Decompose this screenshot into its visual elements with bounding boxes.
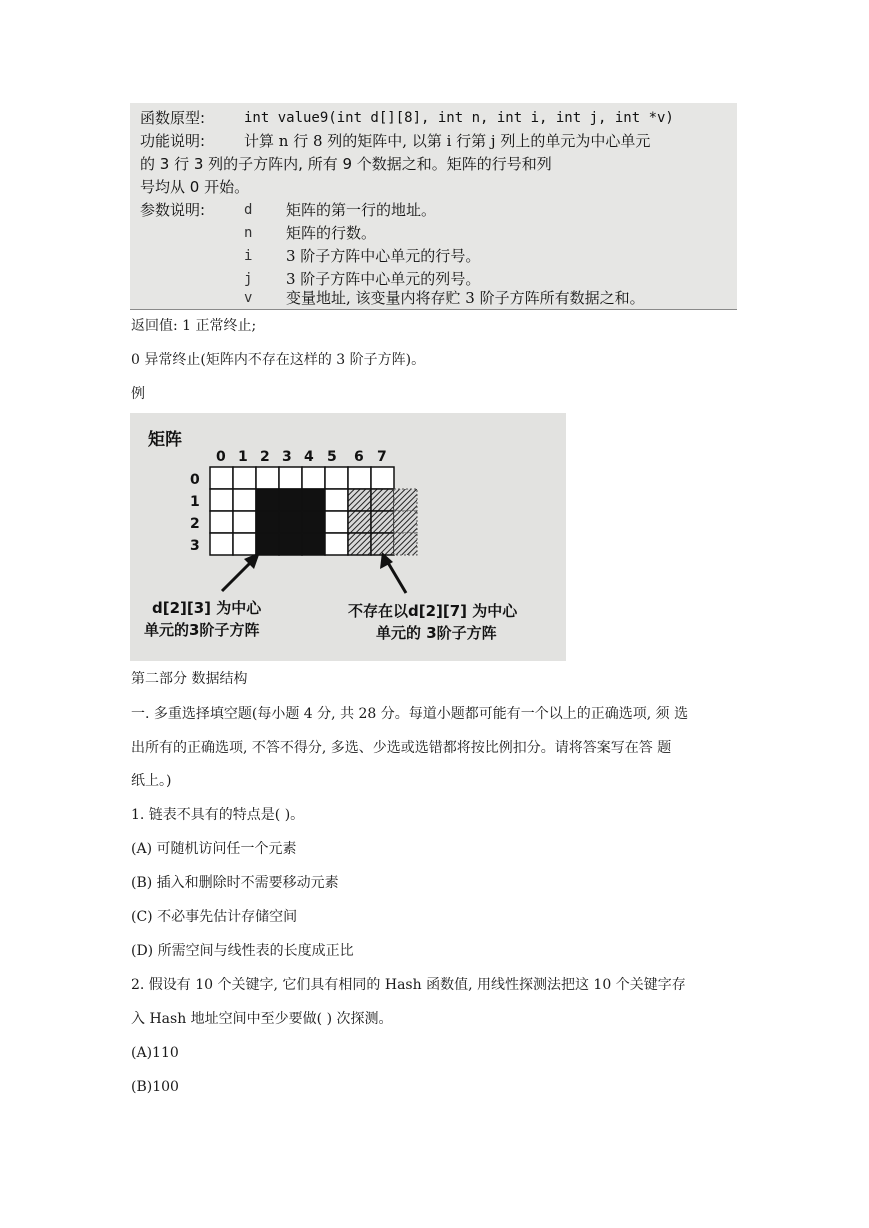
matrix-cell (325, 511, 348, 533)
return-line-1: 返回值: 1 正常终止; (131, 318, 257, 334)
prototype-key: 函数原型: (140, 109, 206, 127)
prototype-value: int value9(int d[][8], int n, int i, int j, int *v) (244, 110, 674, 126)
question-1-option-a: (A) 可随机访问任一个元素 (131, 841, 297, 857)
matrix-cell-hatched (348, 511, 371, 533)
arrow-left (222, 552, 260, 591)
matrix-cell-submatrix (302, 533, 325, 555)
intro-line-3: 纸上。) (131, 773, 172, 789)
figure-captions (144, 599, 518, 642)
matrix-title: 矩阵 (148, 430, 182, 450)
question-2-stem-line-2: 入 Hash 地址空间中至少要做( ) 次探测。 (131, 1011, 393, 1027)
matrix-cell (325, 467, 348, 489)
matrix-cell-submatrix (256, 489, 279, 511)
matrix-cell-hatched (371, 511, 394, 533)
matrix-cell (325, 533, 348, 555)
matrix-cell-submatrix (279, 511, 302, 533)
return-line-2: 0 异常终止(矩阵内不存在这样的 3 阶子方阵)。 (131, 352, 426, 368)
param-name: n (244, 225, 253, 241)
col-label: 2 (260, 449, 270, 465)
col-label: 3 (282, 449, 292, 465)
phantom-cell-hatched (394, 489, 417, 511)
param-name: i (244, 248, 253, 264)
matrix-cell (233, 489, 256, 511)
param-name: v (244, 290, 253, 306)
col-label: 5 (327, 449, 337, 465)
matrix-cell (210, 511, 233, 533)
matrix-cell-submatrix (256, 533, 279, 555)
param-desc: 3 阶子方阵中心单元的行号。 (286, 247, 481, 265)
matrix-cell (210, 533, 233, 555)
col-label: 7 (377, 449, 387, 465)
matrix-cell (302, 467, 325, 489)
matrix-cell-submatrix (279, 489, 302, 511)
intro-line-2: 出所有的正确选项, 不答不得分, 多选、少选或选错都将按比例扣分。请将答案写在答 题 (131, 740, 672, 756)
matrix-cell-hatched (348, 533, 371, 555)
column-labels (216, 449, 387, 465)
question-2-stem-line-1: 2. 假设有 10 个关键字, 它们具有相同的 Hash 函数值, 用线性探测法把这 10 个关键字存 (131, 977, 686, 993)
function-line-1: 计算 n 行 8 列的矩阵中, 以第 i 行第 j 列上的单元为中心单元 (244, 132, 651, 150)
matrix-cell-submatrix (256, 511, 279, 533)
matrix-cell (233, 533, 256, 555)
param-desc: 变量地址, 该变量内将存贮 3 阶子方阵所有数据之和。 (286, 289, 645, 307)
matrix-diagram (130, 413, 566, 661)
matrix-cell-hatched (348, 489, 371, 511)
question-1-option-c: (C) 不必事先估计存储空间 (131, 909, 298, 925)
matrix-cell (371, 467, 394, 489)
phantom-cell-hatched (394, 511, 417, 533)
part-title: 第二部分 数据结构 (131, 671, 248, 687)
question-1-option-b: (B) 插入和删除时不需要移动元素 (131, 875, 339, 891)
col-label: 1 (238, 449, 248, 465)
caption-right-1: 不存在以d[2][7] 为中心 (348, 602, 518, 620)
matrix-cell (233, 511, 256, 533)
row-label: 2 (190, 516, 200, 532)
matrix-grid (210, 467, 417, 555)
matrix-cell-submatrix (302, 511, 325, 533)
arrow-right (380, 552, 406, 593)
matrix-cell (279, 467, 302, 489)
matrix-cell-hatched (371, 489, 394, 511)
caption-right-2: 单元的 3阶子方阵 (376, 624, 497, 642)
params-key: 参数说明: (140, 201, 206, 219)
row-label: 1 (190, 494, 200, 510)
function-line-2: 的 3 行 3 列的子方阵内, 所有 9 个数据之和。矩阵的行号和列 (140, 155, 552, 173)
caption-left-1: d[2][3] 为中心 (152, 599, 262, 617)
function-line-3: 号均从 0 开始。 (140, 178, 250, 196)
row-labels (190, 472, 200, 554)
param-desc: 矩阵的第一行的地址。 (286, 201, 437, 219)
param-name: j (244, 271, 253, 287)
matrix-cell-submatrix (302, 489, 325, 511)
caption-left-2: 单元的3阶子方阵 (144, 621, 260, 639)
row-label: 0 (190, 472, 200, 488)
matrix-cell-submatrix (279, 533, 302, 555)
question-2-option-a: (A)110 (131, 1045, 179, 1061)
question-2-option-b: (B)100 (131, 1079, 179, 1095)
col-label: 4 (304, 449, 314, 465)
param-desc: 3 阶子方阵中心单元的列号。 (286, 270, 481, 288)
param-desc: 矩阵的行数。 (286, 224, 377, 242)
matrix-cell (233, 467, 256, 489)
phantom-cell-hatched (394, 533, 417, 555)
example-label: 例 (131, 386, 145, 402)
param-name: d (244, 202, 253, 218)
question-1-option-d: (D) 所需空间与线性表的长度成正比 (131, 943, 354, 959)
matrix-cell-hatched (371, 533, 394, 555)
matrix-cell (210, 489, 233, 511)
matrix-cell (210, 467, 233, 489)
matrix-cell (256, 467, 279, 489)
intro-line-1: 一. 多重选择填空题(每小题 4 分, 共 28 分。每道小题都可能有一个以上的正确选项, 须 选 (131, 706, 689, 722)
function-spec-box (130, 103, 737, 310)
question-1-stem: 1. 链表不具有的特点是( )。 (131, 807, 305, 823)
col-label: 6 (354, 449, 364, 465)
matrix-cell (325, 489, 348, 511)
function-key: 功能说明: (140, 132, 206, 150)
row-label: 3 (190, 538, 200, 554)
col-label: 0 (216, 449, 226, 465)
matrix-figure (130, 413, 566, 661)
matrix-cell (348, 467, 371, 489)
